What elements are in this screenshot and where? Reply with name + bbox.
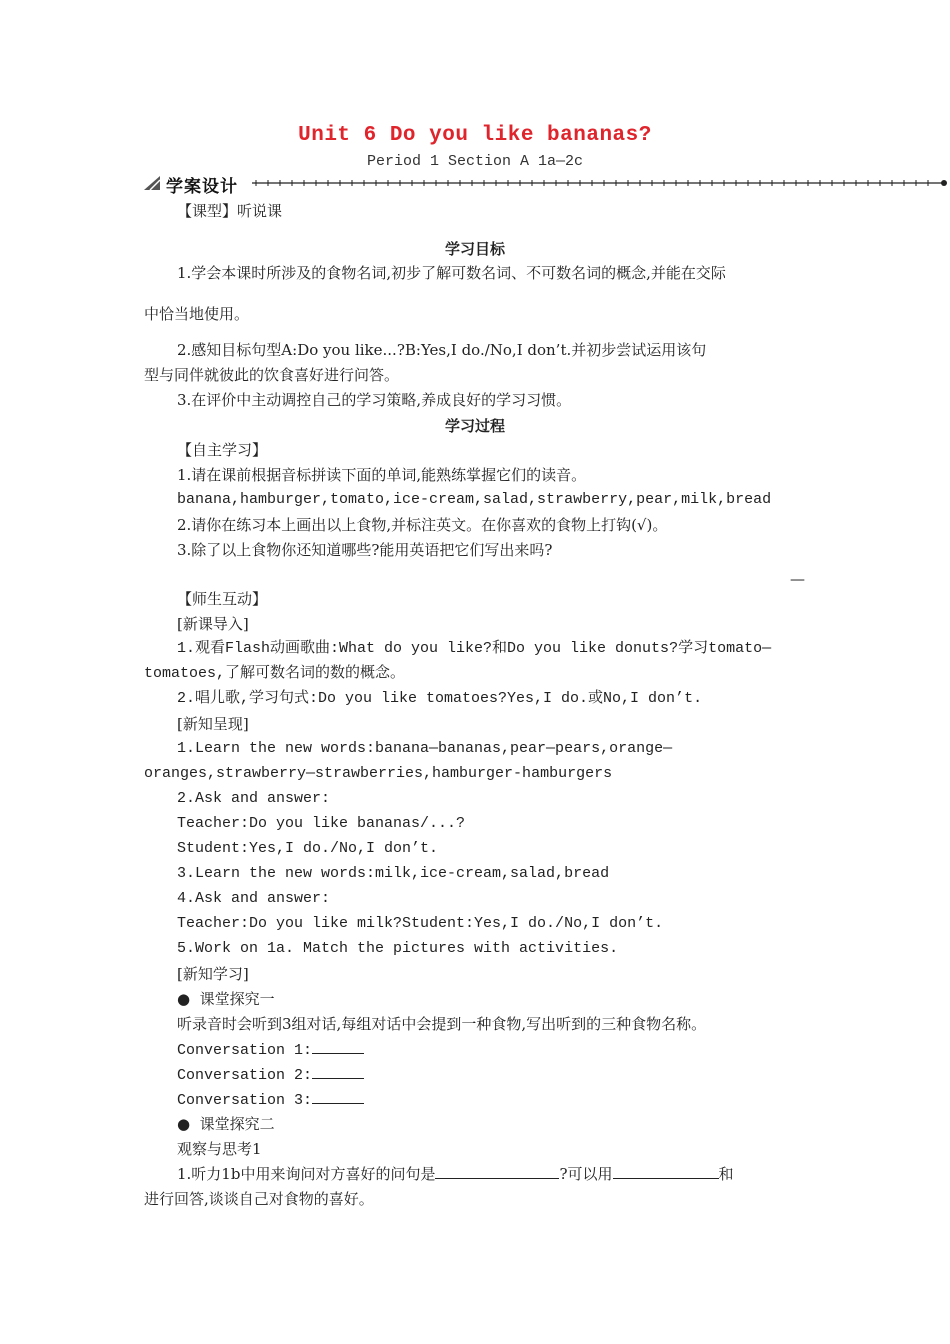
present-1-line-2: oranges,strawberry—strawberries,hamburger-hamburgers	[144, 765, 613, 782]
bullet-icon: ●	[177, 1115, 191, 1133]
intro-2: 2.唱儿歌,学习句式:Do you like tomatoes?Yes,I do.或No,I don’t.	[177, 690, 703, 707]
present-title: [新知呈现]	[177, 715, 249, 733]
unit-title: Unit 6 Do you like bananas?	[298, 124, 652, 147]
present-1-line-1: 1.Learn the new words:banana—bananas,pear—pears,orange—	[177, 740, 673, 757]
goal-1-line-1: 1.学会本课时所涉及的食物名词,初步了解可数名词、不可数名词的概念,并能在交际	[177, 264, 726, 282]
answer-blank[interactable]	[312, 1064, 364, 1079]
lesson-type: 【课型】听说课	[177, 202, 283, 220]
goal-3: 3.在评价中主动调控自己的学习策略,养成良好的学习习惯。	[177, 391, 572, 409]
present-2: 2.Ask and answer:	[177, 790, 331, 807]
intro-1-line-1: 1.观看Flash动画歌曲:What do you like?和Do you like donuts?学习tomato—	[177, 640, 772, 657]
answer-blank[interactable]	[613, 1164, 719, 1179]
self-study-title: 【自主学习】	[177, 441, 268, 459]
section-banner	[144, 172, 950, 197]
present-2-student: Student:Yes,I do./No,I don’t.	[177, 840, 439, 857]
question-1-part-a: 1.听力1b中用来询问对方喜好的问句是	[177, 1165, 436, 1183]
present-2-teacher: Teacher:Do you like bananas/...?	[177, 815, 466, 832]
goal-2-line-1: 2.感知目标句型A:Do you like...?B:Yes,I do./No,I don’t.并初步尝试运用该句	[177, 341, 707, 359]
question-1-line-2: 进行回答,谈谈自己对食物的喜好。	[144, 1190, 374, 1208]
banner-label: 学案设计	[166, 177, 238, 197]
banner-decoration	[144, 172, 950, 194]
interaction-title: 【师生互动】	[177, 590, 268, 608]
present-4-dialogue: Teacher:Do you like milk?Student:Yes,I do./No,I don’t.	[177, 915, 664, 932]
word-list: banana,hamburger,tomato,ice-cream,salad,strawberry,pear,milk,bread	[177, 491, 772, 508]
conversation-3-label: Conversation 3:	[177, 1092, 313, 1109]
answer-blank[interactable]	[312, 1039, 364, 1054]
present-5: 5.Work on 1a. Match the pictures with activities.	[177, 940, 619, 957]
bullet-icon: ●	[177, 990, 191, 1008]
conversation-3	[177, 1089, 364, 1111]
answer-blank[interactable]	[312, 1089, 364, 1104]
intro-title: [新课导入]	[177, 615, 249, 633]
question-1-part-c: 和	[718, 1165, 734, 1183]
goal-2-line-2: 型与同伴就彼此的饮食喜好进行问答。	[144, 366, 400, 384]
observe-title: 观察与思考1	[177, 1140, 262, 1158]
inquiry-2-label: 课堂探究二	[199, 1115, 275, 1133]
learn-title: [新知学习]	[177, 965, 249, 983]
conversation-1-label: Conversation 1:	[177, 1042, 313, 1059]
answer-dash: —	[790, 570, 805, 588]
answer-blank[interactable]	[435, 1164, 559, 1179]
process-heading: 学习过程	[444, 417, 505, 435]
present-4: 4.Ask and answer:	[177, 890, 331, 907]
present-3: 3.Learn the new words:milk,ice-cream,salad,bread	[177, 865, 610, 882]
self-study-3: 3.除了以上食物你还知道哪些?能用英语把它们写出来吗?	[177, 541, 553, 559]
question-1-part-b: ?可以用	[559, 1165, 613, 1183]
conversation-2	[177, 1064, 364, 1086]
self-study-2: 2.请你在练习本上画出以上食物,并标注英文。在你喜欢的食物上打钩(√)。	[177, 516, 668, 534]
inquiry-2	[177, 1114, 275, 1134]
conversation-2-label: Conversation 2:	[177, 1067, 313, 1084]
inquiry-1-label: 课堂探究一	[199, 990, 275, 1008]
goals-heading: 学习目标	[444, 240, 505, 258]
period-subtitle: Period 1 Section A 1a—2c	[366, 153, 584, 170]
question-1-line-1	[177, 1164, 734, 1184]
self-study-1: 1.请在课前根据音标拼读下面的单词,能熟练掌握它们的读音。	[177, 466, 587, 484]
conversation-1	[177, 1039, 364, 1061]
inquiry-1	[177, 989, 275, 1009]
inquiry-1-text: 听录音时会听到3组对话,每组对话中会提到一种食物,写出听到的三种食物名称。	[177, 1015, 707, 1033]
intro-1-line-2: tomatoes,了解可数名词的数的概念。	[144, 665, 406, 682]
goal-1-line-2: 中恰当地使用。	[144, 305, 250, 323]
